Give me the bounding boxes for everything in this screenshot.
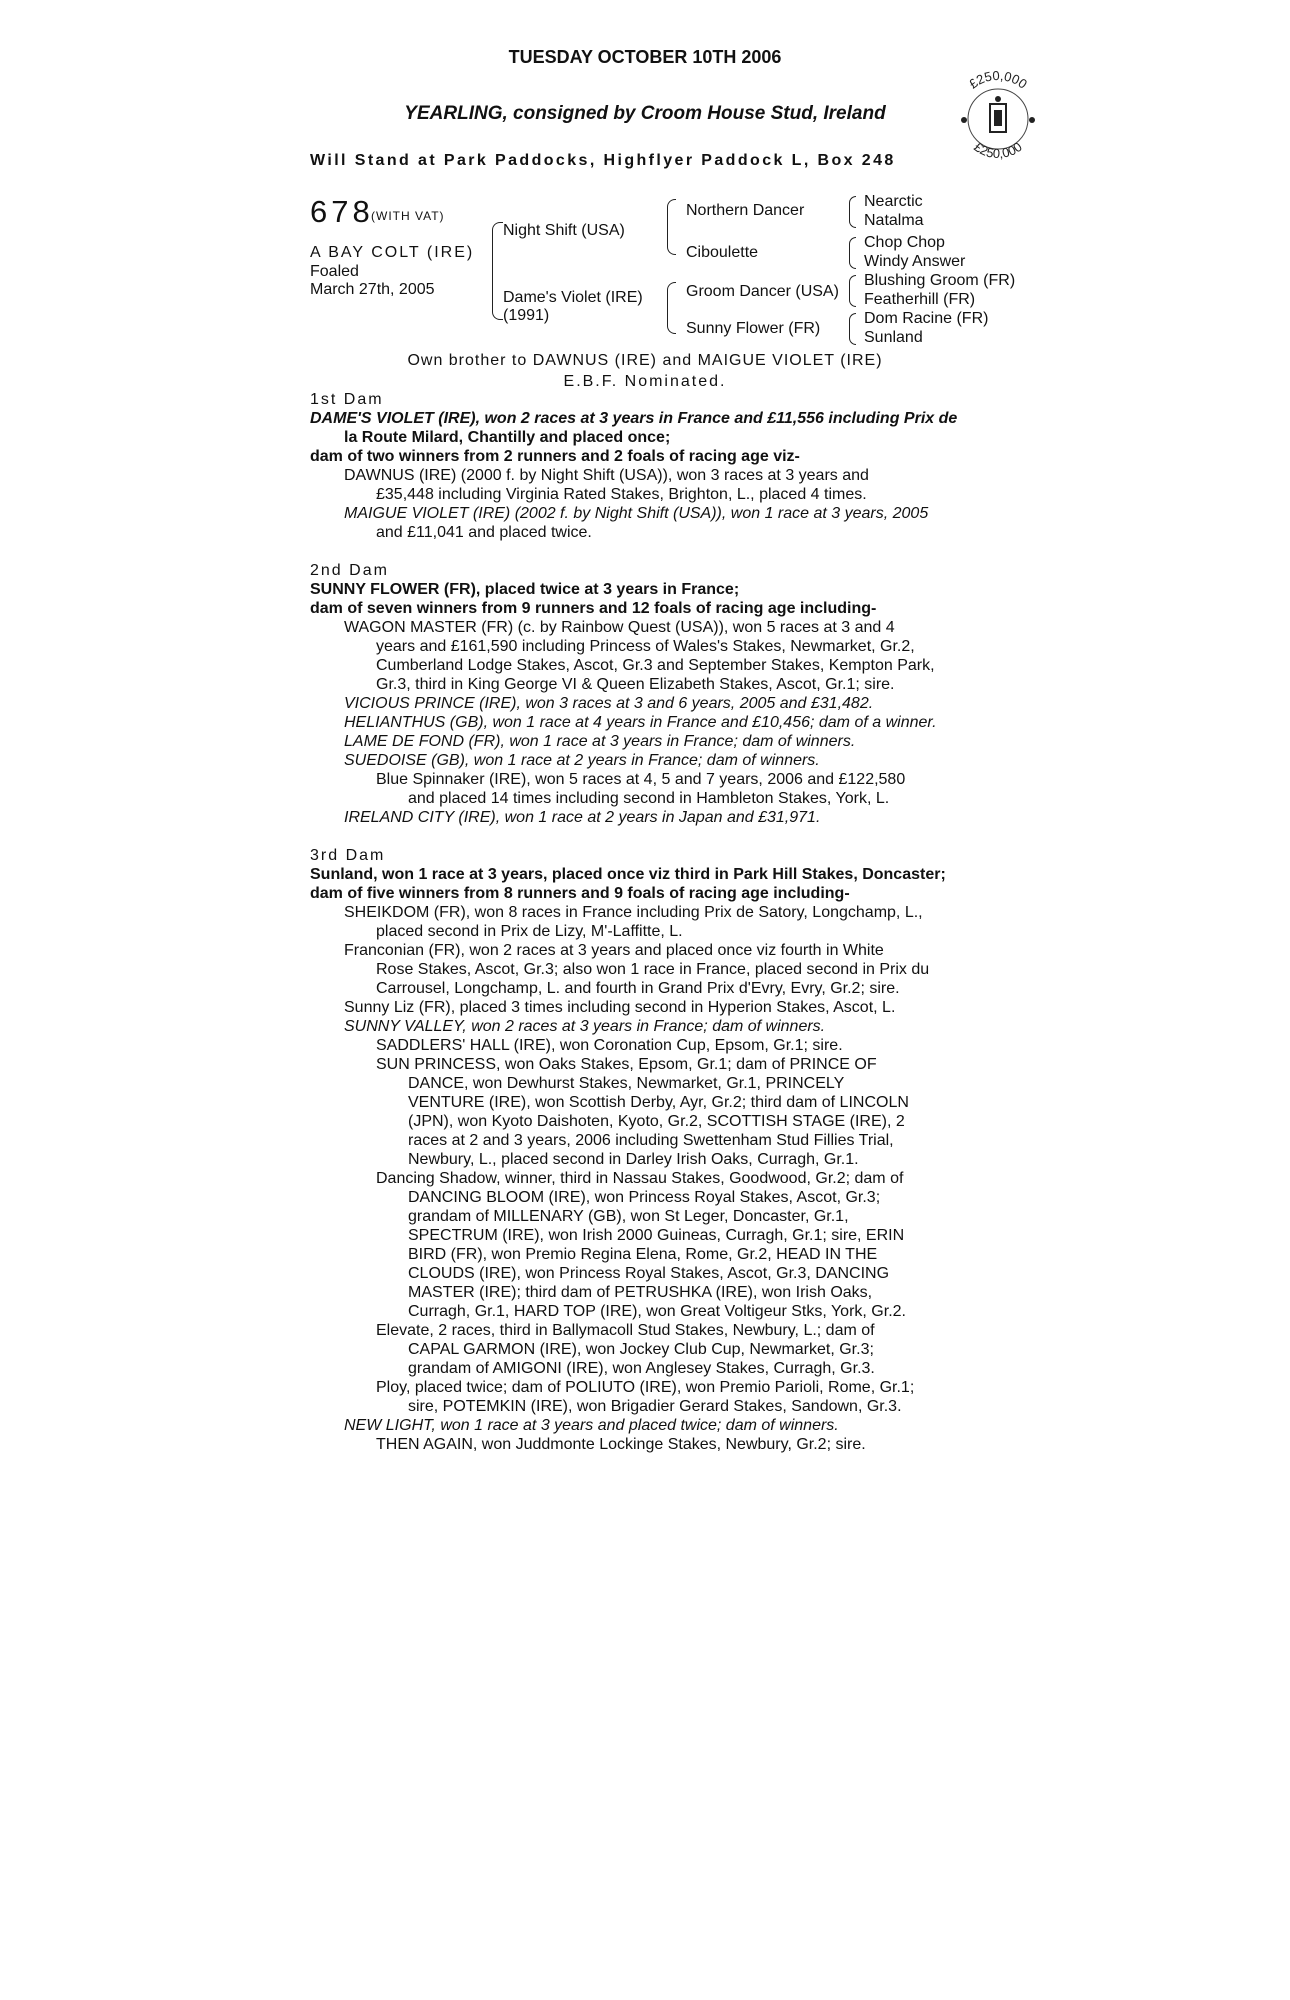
dam2-line: HELIANTHUS (GB), won 1 race at 4 years in France and £10,456; dam of a winner. bbox=[344, 714, 937, 731]
brother-note: Own brother to DAWNUS (IRE) and MAIGUE VIOLET (IRE) bbox=[407, 352, 883, 369]
dam3-line: MASTER (IRE); third dam of PETRUSHKA (IRE), won Irish Oaks, bbox=[408, 1284, 873, 1301]
produce-record bbox=[310, 390, 995, 1454]
dam3-line: dam of five winners from 8 runners and 9 foals of racing age including- bbox=[310, 885, 850, 902]
dam3-line: THEN AGAIN, won Juddmonte Lockinge Stakes, Newbury, Gr.2; sire. bbox=[376, 1436, 866, 1453]
dam3-line: Curragh, Gr.1, HARD TOP (IRE), won Great Voltigeur Stks, York, Gr.2. bbox=[408, 1303, 906, 1320]
svg-text:£250,000 bbox=[966, 68, 1030, 92]
pedigree-g-sss: Nearctic bbox=[864, 193, 923, 210]
dam2-line: IRELAND CITY (IRE), won 1 race at 2 years in Japan and £31,971. bbox=[344, 809, 821, 826]
seal-text-top: £250,000 bbox=[966, 67, 1030, 92]
dam3-line: (JPN), won Kyoto Daishoten, Kyoto, Gr.2, SCOTTISH STAGE (IRE), 2 bbox=[408, 1113, 905, 1130]
pedigree-dam-dam: Sunny Flower (FR) bbox=[686, 320, 821, 337]
dam2-line: LAME DE FOND (FR), won 1 race at 3 years in France; dam of winners. bbox=[344, 733, 856, 750]
lot-description: A BAY COLT (IRE) bbox=[310, 244, 475, 261]
pedigree-sire-sire: Northern Dancer bbox=[686, 202, 805, 219]
pedigree-dam-sire: Groom Dancer (USA) bbox=[686, 283, 839, 300]
pedigree-brace-g2 bbox=[849, 237, 856, 269]
dam2-line: WAGON MASTER (FR) (c. by Rainbow Quest (USA)), won 5 races at 3 and 4 bbox=[344, 619, 895, 636]
dam3-line: races at 2 and 3 years, 2006 including Swettenham Stud Fillies Trial, bbox=[408, 1132, 894, 1149]
pedigree-sire: Night Shift (USA) bbox=[503, 222, 625, 239]
dam3-line: Ploy, placed twice; dam of POLIUTO (IRE), won Premio Parioli, Rome, Gr.1; bbox=[376, 1379, 915, 1396]
dam2-line: and placed 14 times including second in Hambleton Stakes, York, L. bbox=[408, 790, 890, 807]
vat-note: (WITH VAT) bbox=[371, 209, 445, 223]
consignment-line: YEARLING, consigned by Croom House Stud, Ireland bbox=[404, 103, 886, 124]
dam3-line: DANCE, won Dewhurst Stakes, Newmarket, Gr.1, PRINCELY bbox=[408, 1075, 845, 1092]
dam1-line: DAWNUS (IRE) (2000 f. by Night Shift (USA)), won 3 races at 3 years and bbox=[344, 467, 869, 484]
dam2-line: Blue Spinnaker (IRE), won 5 races at 4, 5 and 7 years, 2006 and £122,580 bbox=[376, 771, 906, 788]
dam3-line: SADDLERS' HALL (IRE), won Coronation Cup, Epsom, Gr.1; sire. bbox=[376, 1037, 843, 1054]
dam3-line: CLOUDS (IRE), won Princess Royal Stakes, Ascot, Gr.3, DANCING bbox=[408, 1265, 890, 1282]
pedigree-sire-dam: Ciboulette bbox=[686, 244, 759, 261]
dam2-line: dam of seven winners from 9 runners and 12 foals of racing age including- bbox=[310, 600, 877, 617]
pedigree-g-sds: Chop Chop bbox=[864, 234, 945, 251]
dam3-line: Franconian (FR), won 2 races at 3 years and placed once viz fourth in White bbox=[344, 942, 884, 959]
dam1-line: dam of two winners from 2 runners and 2 foals of racing age viz- bbox=[310, 448, 800, 465]
dam1-line: £35,448 including Virginia Rated Stakes, Brighton, L., placed 4 times. bbox=[376, 486, 867, 503]
ebf-note: E.B.F. Nominated. bbox=[563, 373, 727, 390]
pedigree-dam: Dame's Violet (IRE) bbox=[503, 289, 643, 306]
dam2-line: Gr.3, third in King George VI & Queen Elizabeth Stakes, Ascot, Gr.1; sire. bbox=[376, 676, 895, 693]
price-seal-logo bbox=[950, 62, 1046, 168]
pedigree-dam-year: (1991) bbox=[503, 307, 550, 324]
pedigree-brace-sire bbox=[667, 199, 676, 255]
svg-text:£250,000 bbox=[971, 139, 1025, 161]
sale-date: TUESDAY OCTOBER 10TH 2006 bbox=[508, 47, 782, 67]
dam3-line: SHEIKDOM (FR), won 8 races in France including Prix de Satory, Longchamp, L., bbox=[344, 904, 923, 921]
dam3-line: BIRD (FR), won Premio Regina Elena, Rome, Gr.2, HEAD IN THE bbox=[408, 1246, 878, 1263]
pedigree-g-sdd: Windy Answer bbox=[864, 253, 966, 270]
pedigree-brace-g1 bbox=[849, 196, 856, 228]
dam3-line: grandam of AMIGONI (IRE), won Anglesey Stakes, Curragh, Gr.3. bbox=[408, 1360, 875, 1377]
dam1-line: DAME'S VIOLET (IRE), won 2 races at 3 years in France and £11,556 including Prix de bbox=[310, 410, 958, 427]
dam3-line: Rose Stakes, Ascot, Gr.3; also won 1 race in France, placed second in Prix du bbox=[376, 961, 930, 978]
dam1-line: MAIGUE VIOLET (IRE) (2002 f. by Night Shift (USA)), won 1 race at 3 years, 2005 bbox=[344, 505, 929, 522]
dam3-line: Dancing Shadow, winner, third in Nassau Stakes, Goodwood, Gr.2; dam of bbox=[376, 1170, 904, 1187]
dam3-line: sire, POTEMKIN (IRE), won Brigadier Gerard Stakes, Sandown, Gr.3. bbox=[408, 1398, 902, 1415]
seal-text-bottom: £250,000 bbox=[971, 139, 1025, 162]
foaled-date: March 27th, 2005 bbox=[310, 281, 435, 298]
dam3-line: Elevate, 2 races, third in Ballymacoll Stud Stakes, Newbury, L.; dam of bbox=[376, 1322, 875, 1339]
pedigree-g-ddd: Sunland bbox=[864, 329, 923, 346]
dam2-heading: 2nd Dam bbox=[310, 562, 389, 579]
dam3-line: placed second in Prix de Lizy, M'-Laffitte, L. bbox=[376, 923, 683, 940]
pedigree-g-dss: Blushing Groom (FR) bbox=[864, 272, 1016, 289]
dam3-line: Carrousel, Longchamp, L. and fourth in Grand Prix d'Evry, Evry, Gr.2; sire. bbox=[376, 980, 900, 997]
dam3-line: Sunland, won 1 race at 3 years, placed once viz third in Park Hill Stakes, Doncaster; bbox=[310, 866, 946, 883]
stand-location: Will Stand at Park Paddocks, Highflyer Paddock L, Box 248 bbox=[310, 152, 896, 169]
dam3-line: NEW LIGHT, won 1 race at 3 years and placed twice; dam of winners. bbox=[344, 1417, 839, 1434]
dam3-line: Sunny Liz (FR), placed 3 times including second in Hyperion Stakes, Ascot, L. bbox=[344, 999, 896, 1016]
dam3-line: CAPAL GARMON (IRE), won Jockey Club Cup, Newmarket, Gr.3; bbox=[408, 1341, 874, 1358]
dam2-line: VICIOUS PRINCE (IRE), won 3 races at 3 and 6 years, 2005 and £31,482. bbox=[344, 695, 874, 712]
dam1-heading: 1st Dam bbox=[310, 391, 384, 408]
dam3-line: VENTURE (IRE), won Scottish Derby, Ayr, Gr.2; third dam of LINCOLN bbox=[408, 1094, 909, 1111]
dam3-line: SUN PRINCESS, won Oaks Stakes, Epsom, Gr.1; dam of PRINCE OF bbox=[376, 1056, 877, 1073]
pedigree-g-dds: Dom Racine (FR) bbox=[864, 310, 989, 327]
dam2-line: years and £161,590 including Princess of Wales's Stakes, Newmarket, Gr.2, bbox=[376, 638, 915, 655]
dam3-line: Newbury, L., placed second in Darley Irish Oaks, Curragh, Gr.1. bbox=[408, 1151, 859, 1168]
dam2-line: SUEDOISE (GB), won 1 race at 2 years in France; dam of winners. bbox=[344, 752, 820, 769]
dam3-heading: 3rd Dam bbox=[310, 847, 386, 864]
pedigree-g-ssd: Natalma bbox=[864, 212, 924, 229]
dam3-line: SPECTRUM (IRE), won Irish 2000 Guineas, Curragh, Gr.1; sire, ERIN bbox=[408, 1227, 905, 1244]
pedigree-brace-g3 bbox=[849, 275, 856, 307]
pedigree-brace-g4 bbox=[849, 313, 856, 345]
dam1-line: and £11,041 and placed twice. bbox=[376, 524, 592, 541]
pedigree-g-dsd: Featherhill (FR) bbox=[864, 291, 976, 308]
dam3-line: SUNNY VALLEY, won 2 races at 3 years in France; dam of winners. bbox=[344, 1018, 826, 1035]
dam2-line: SUNNY FLOWER (FR), placed twice at 3 years in France; bbox=[310, 581, 740, 598]
dam3-line: DANCING BLOOM (IRE), won Princess Royal Stakes, Ascot, Gr.3; bbox=[408, 1189, 881, 1206]
dam2-line: Cumberland Lodge Stakes, Ascot, Gr.3 and September Stakes, Kempton Park, bbox=[376, 657, 935, 674]
dam3-line: grandam of MILLENARY (GB), won St Leger, Doncaster, Gr.1, bbox=[408, 1208, 849, 1225]
pedigree-brace-main bbox=[492, 222, 503, 320]
dam1-line: la Route Milard, Chantilly and placed once; bbox=[344, 429, 671, 446]
pedigree-brace-dam bbox=[667, 282, 676, 334]
lot-number: 678 bbox=[310, 194, 374, 229]
foaled-label: Foaled bbox=[310, 263, 359, 280]
